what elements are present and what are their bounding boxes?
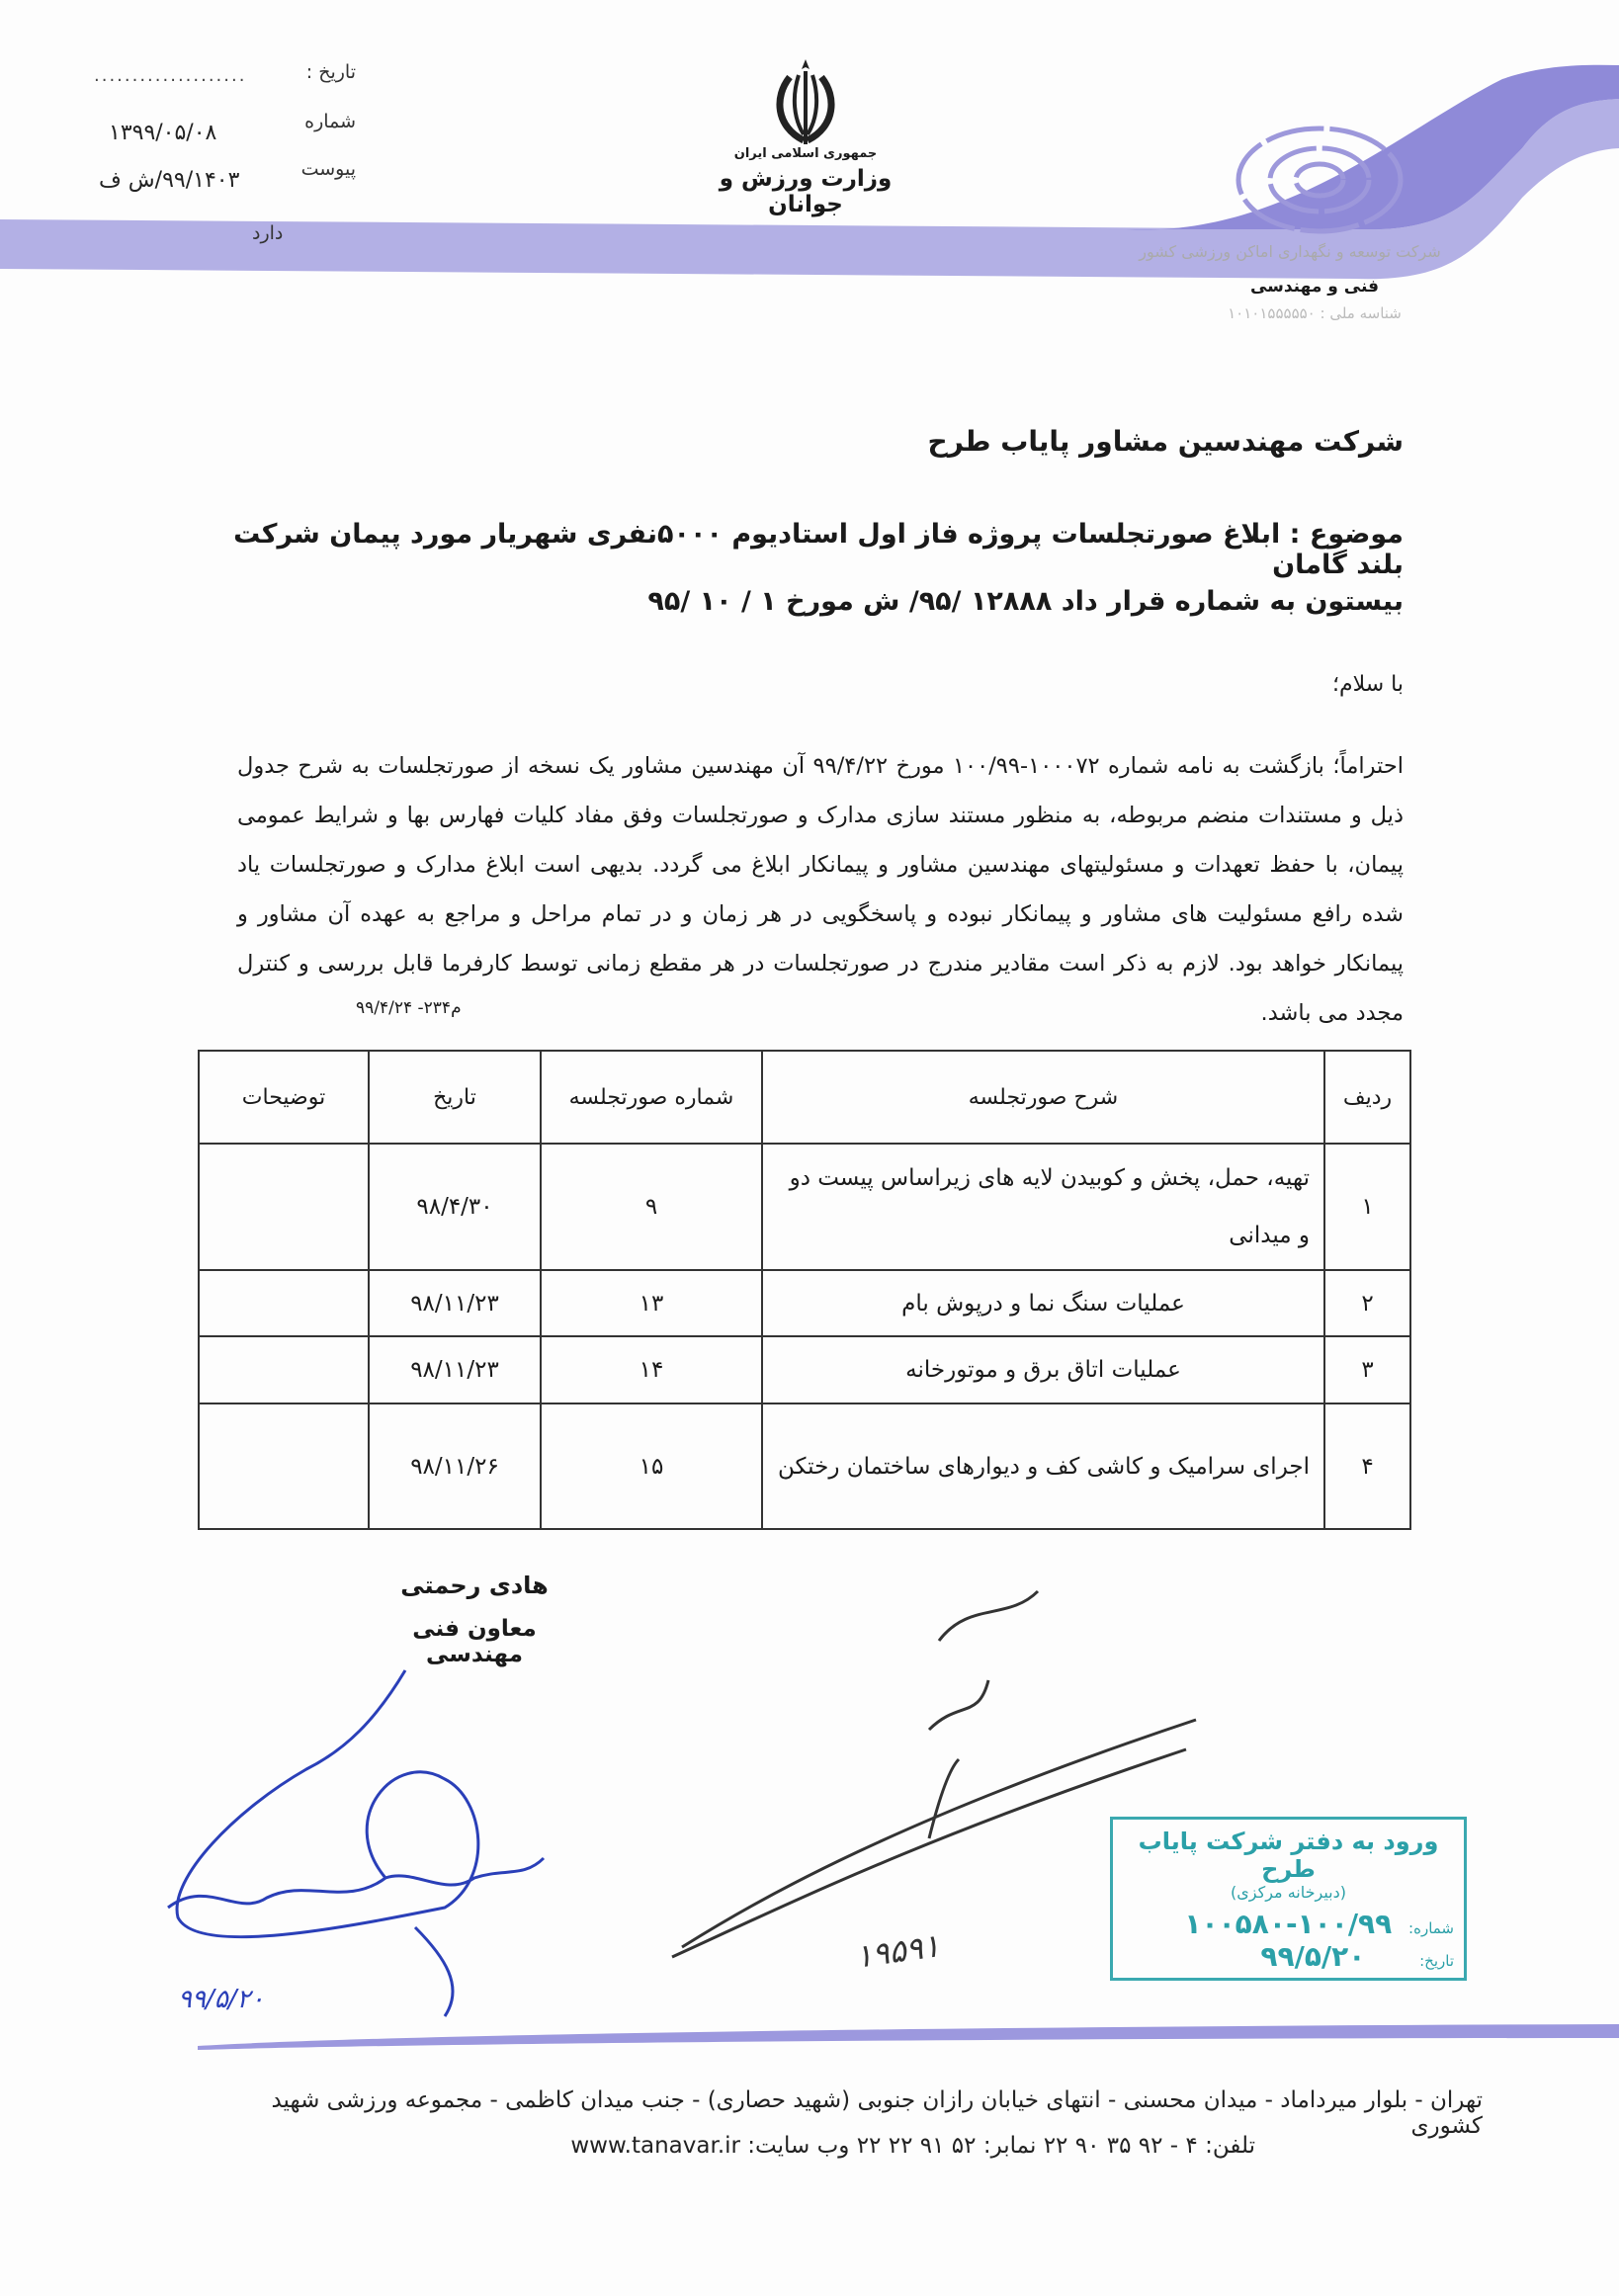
number-value: ۱۳۹۹/۰۵/۰۸ bbox=[109, 121, 217, 145]
ministry-name: وزارت ورزش و جوانان bbox=[719, 166, 893, 217]
reference-note: م۲۳۴- ۹۹/۴/۲۴ bbox=[356, 998, 462, 1018]
stamp-number-value: ۱۰۰/۹۹-۱۰۰۵۸۰ bbox=[1184, 1908, 1393, 1940]
number-label: شماره bbox=[304, 111, 356, 132]
attachment-value: ۹۹/۱۴۰۳/ش ف bbox=[99, 168, 240, 193]
cell-date: ۹۸/۴/۳۰ bbox=[369, 1144, 541, 1270]
department-name: فنی و مهندسی bbox=[1249, 277, 1380, 297]
cell-notes bbox=[199, 1403, 369, 1529]
cell-row-no: ۱ bbox=[1324, 1144, 1410, 1270]
iran-emblem-icon bbox=[766, 57, 845, 151]
stamp-title: ورود به دفتر شرکت پایاب طرح bbox=[1138, 1828, 1439, 1883]
handwritten-signatures bbox=[148, 1581, 1216, 2026]
attachment-status: دارد bbox=[252, 222, 284, 244]
cell-row-no: ۲ bbox=[1324, 1270, 1410, 1336]
cell-date: ۹۸/۱۱/۲۶ bbox=[369, 1403, 541, 1529]
cell-date: ۹۸/۱۱/۲۳ bbox=[369, 1270, 541, 1336]
received-stamp bbox=[1110, 1817, 1467, 1981]
cell-number: ۹ bbox=[541, 1144, 762, 1270]
table-header-row bbox=[199, 1051, 1410, 1144]
header-row-no: ردیف bbox=[1324, 1051, 1410, 1144]
minutes-table bbox=[198, 1050, 1411, 1530]
handwritten-number: ۱۹۵۹۱ bbox=[852, 1926, 943, 1976]
cell-number: ۱۵ bbox=[541, 1403, 762, 1529]
addressee: شرکت مهندسین مشاور پایاب طرح bbox=[927, 425, 1404, 458]
stamp-number-label: شماره: bbox=[1408, 1919, 1454, 1937]
signatory-name: هادی رحمتی bbox=[400, 1572, 549, 1599]
header-minutes-number: شماره صورتجلسه bbox=[541, 1051, 762, 1144]
footer-contact: تلفن: ۴ - ۹۲ ۳۵ ۹۰ ۲۲ نمابر: ۵۲ ۹۱ ۲۲ ۲۲ وب سایت: www.tanavar.ir bbox=[570, 2133, 1255, 2159]
subject-line-1: موضوع : ابلاغ صورتجلسات پروژه فاز اول استادیوم ۵۰۰۰نفری شهریار مورد پیمان شرکت بلند گامان bbox=[233, 519, 1404, 580]
cell-notes bbox=[199, 1270, 369, 1336]
header-notes: توضیحات bbox=[199, 1051, 369, 1144]
cell-description: تهیه، حمل، پخش و کوبیدن لایه های زیراساس پیست دو و میدانی bbox=[762, 1144, 1324, 1270]
cell-description: عملیات سنگ نما و درپوش بام bbox=[762, 1270, 1324, 1336]
header-date: تاریخ bbox=[369, 1051, 541, 1144]
table-row bbox=[199, 1403, 1410, 1529]
emblem-caption: جمهوری اسلامی ایران bbox=[733, 146, 878, 161]
letter-body: احتراماً؛ بازگشت به نامه شماره ۱۰۰۰۷۲-۱۰۰/۹۹ مورخ ۹۹/۴/۲۲ آن مهندسین مشاور یک نسخه از صورتجلسات به شرح جدول ذیل و مستندات منضم مربوطه، به منظور مستند سازی مدارک و صورتجلسات وفق مفاد کلیات فهارس بها و شرایط عمومی پیمان، با حفظ تعهدات و مسئولیتهای مهندسین مشاور و پیمانکار ابلاغ می گردد. بدیهی است ابلاغ مدارک و صورتجلسات یاد شده رافع مسئولیت های مشاور و پیمانکار نبوده و پاسخگویی در هر زمان و در تمام مراحل و مراجع به عهده آن مشاور و پیمانکار خواهد بود. لازم به ذکر است مقادیر مندرج در صورتجلسات در هر مقطع زمانی توسط کارفرما قابل بررسی و کنترل مجدد می باشد. bbox=[237, 753, 1404, 1026]
national-id: شناسه ملی : ۱۰۱۰۱۵۵۵۵۵۰ bbox=[1228, 304, 1402, 322]
signatory-title: معاون فنی مهندسی bbox=[412, 1616, 537, 1667]
attachment-label: پیوست bbox=[300, 158, 356, 180]
stamp-date-value: ۹۹/۵/۲۰ bbox=[1260, 1940, 1366, 1973]
cell-description: عملیات اتاق برق و موتورخانه bbox=[762, 1336, 1324, 1403]
cell-row-no: ۴ bbox=[1324, 1403, 1410, 1529]
greeting: با سلام؛ bbox=[1332, 672, 1404, 697]
company-name: شرکت توسعه و نگهداری اماکن ورزشی کشور bbox=[1139, 242, 1441, 261]
table-row bbox=[199, 1270, 1410, 1336]
footer-address: تهران - بلوار میرداماد - میدان محسنی - انتهای خیابان رازان جنوبی (شهید حصاری) - جنب میدان کاظمی - مجموعه ورزشی شهید کشوری bbox=[271, 2087, 1483, 2139]
cell-row-no: ۳ bbox=[1324, 1336, 1410, 1403]
footer-band bbox=[0, 2016, 1619, 2056]
cell-notes bbox=[199, 1336, 369, 1403]
handwritten-date: ۹۹/۵/۲۰ bbox=[178, 1985, 265, 2014]
stamp-date-label: تاریخ: bbox=[1419, 1952, 1454, 1970]
cell-date: ۹۸/۱۱/۲۳ bbox=[369, 1336, 541, 1403]
cell-notes bbox=[199, 1144, 369, 1270]
table-row bbox=[199, 1336, 1410, 1403]
header-description: شرح صورتجلسه bbox=[762, 1051, 1324, 1144]
date-value: .................... bbox=[94, 65, 247, 86]
table-row bbox=[199, 1144, 1410, 1270]
subject-line-2: بیستون به شماره قرار داد ۱۲۸۸۸ /۹۵/ ش مورخ ۱ / ۱۰ /۹۵ bbox=[647, 586, 1404, 617]
date-label: تاریخ : bbox=[305, 61, 356, 83]
company-logo-icon bbox=[1231, 124, 1408, 237]
cell-number: ۱۴ bbox=[541, 1336, 762, 1403]
cell-description: اجرای سرامیک و کاشی کف و دیوارهای ساختمان رختکن bbox=[762, 1403, 1324, 1529]
stamp-subtitle: (دبیرخانه مرکزی) bbox=[1231, 1883, 1346, 1902]
cell-number: ۱۳ bbox=[541, 1270, 762, 1336]
